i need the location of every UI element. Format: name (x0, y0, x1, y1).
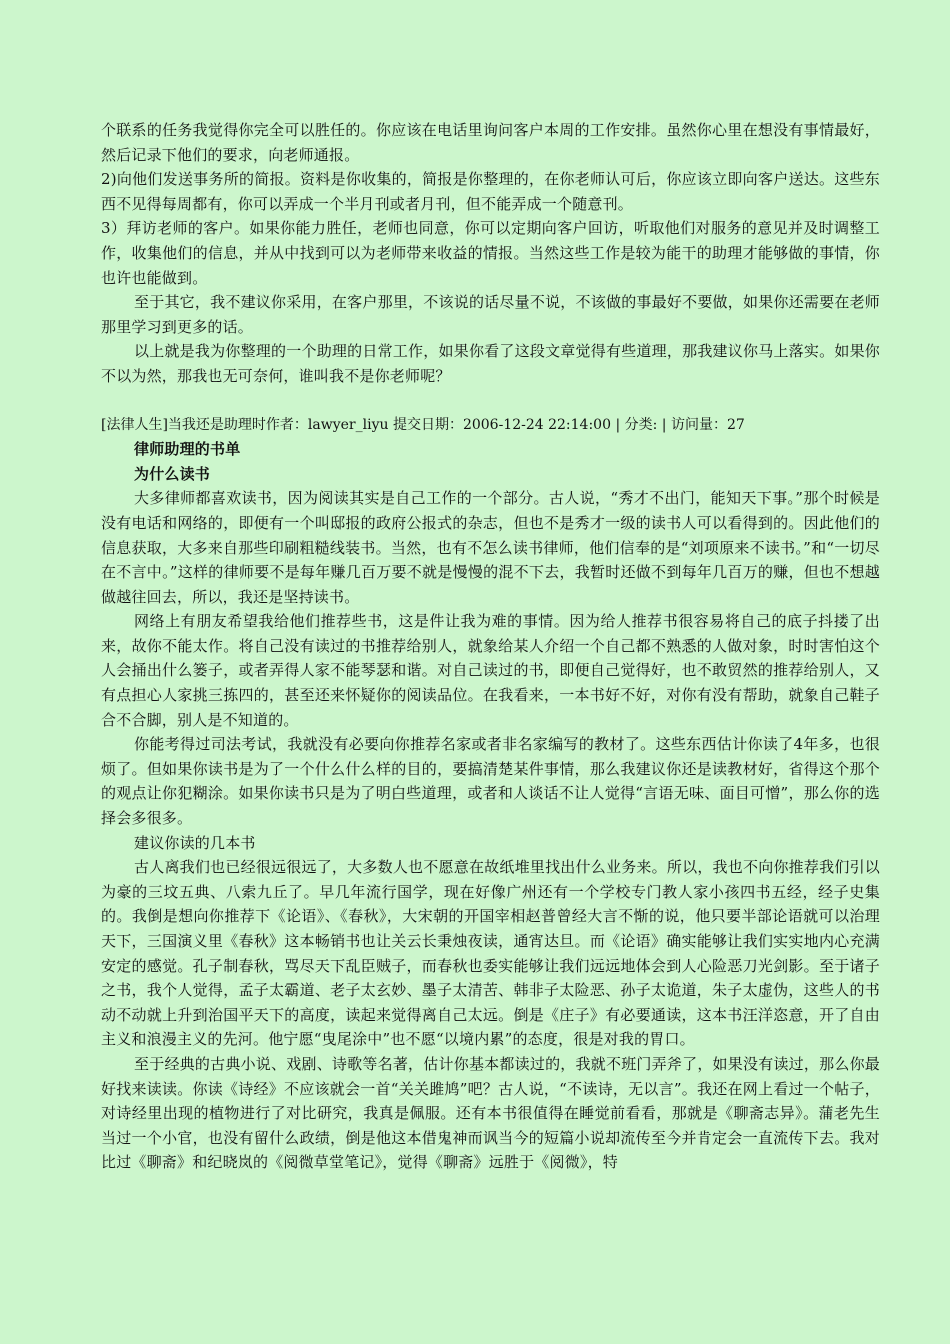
body-paragraph: 大多律师都喜欢读书，因为阅读其实是自己工作的一个部分。古人说，“秀才不出门，能知天下事。”那个时候是没有电话和网络的，即便有一个叫邸报的政府公报式的杂志，但也不是秀才一级的读书人可以看得到的。因此他们的信息获取，大多来自那些印刷粗糙线装书。当然，也有不怎么读书律师，他们信奉的是“刘项原来不读书。”和“一切尽在不言中。”这样的律师要不是每年赚几百万要不就是慢慢的混不下去，我暂时还做不到每年几百万的赚，但也不想越做越往回去，所以，我还是坚持读书。 (101, 489, 880, 606)
body-paragraph: 你能考得过司法考试，我就没有必要向你推荐名家或者非名家编写的教材了。这些东西估计你读了4年多，也很烦了。但如果你读书是为了一个什么什么样的目的，要搞清楚某件事情，那么我建议你还是读教材好，省得这个那个的观点让你犯糊涂。如果你读书只是为了明白些道理，或者和人谈话不让人觉得“言语无味、面目可憎”，那么你的选择会多很多。 (101, 735, 880, 828)
article-title: 律师助理的书单 (134, 440, 241, 459)
body-paragraph: 至于经典的古典小说、戏剧、诗歌等名著，估计你基本都读过的，我就不班门弄斧了，如果没有读过，那么你最好找来读读。你读《诗经》不应该就会一首“关关雎鸠”吧？古人说，“不读诗，无以言”。我还在网上看过一个帖子，对诗经里出现的植物进行了对比研究，我真是佩服。还有本书很值得在睡觉前看看，那就是《聊斋志异》。蒲老先生当过一个小官，也没有留什么政绩，倒是他这本借鬼神而讽当今的短篇小说却流传至今并肯定会一直流传下去。我对比过《聊斋》和纪晓岚的《阅微草堂笔记》，觉得《聊斋》远胜于《阅微》，特 (101, 1054, 880, 1172)
document-body (101, 118, 880, 1175)
post-meta-line: [法律人生]当我还是助理时作者：lawyer_liyu 提交日期：2006-12-24 22:14:00 | 分类: | 访问量：27 (101, 416, 745, 433)
body-paragraph: 3）拜访老师的客户。如果你能力胜任，老师也同意，你可以定期向客户回访，听取他们对服务的意见并及时调整工作，收集他们的信息，并从中找到可以为老师带来收益的情报。当然这些工作是较为能干的助理才能够做的事情，你也许也能做到。 (101, 219, 880, 287)
subsection-title: 建议你读的几本书 (134, 833, 256, 852)
body-paragraph: 2)向他们发送事务所的简报。资料是你收集的，简报是你整理的，在你老师认可后，你应该立即向客户送达。这些东西不见得每周都有，你可以弄成一个半月刊或者月刊，但不能弄成一个随意刊。 (101, 170, 880, 213)
body-paragraph: 古人离我们也已经很远很远了，大多数人也不愿意在故纸堆里找出什么业务来。所以，我也不向你推荐我们引以为豪的三坟五典、八索九丘了。早几年流行国学，现在好像广州还有一个学校专门教人家小孩四书五经，经子史集的。我倒是想向你推荐下《论语》、《春秋》，大宋朝的开国宰相赵普曾经大言不惭的说，他只要半部论语就可以治理天下，三国演义里《春秋》这本畅销书也让关云长秉烛夜读，通宵达旦。而《论语》确实能够让我们实实地内心充满安定的感觉。孔子制春秋，骂尽天下乱臣贼子，而春秋也委实能够让我们远远地体会到人心险恶刀光剑影。至于诸子之书，我个人觉得，孟子太霸道、老子太玄妙、墨子太清苦、韩非子太险恶、孙子太诡道，朱子太虚伪，这些人的书动不动就上升到治国平天下的高度，读起来觉得离自己太远。倒是《庄子》有必要通读，这本书汪洋恣意，开了自由主义和浪漫主义的先河。他宁愿“曳尾涂中”也不愿“以境内累”的态度，很是对我的胃口。 (101, 858, 880, 1049)
body-paragraph: 至于其它，我不建议你采用，在客户那里，不该说的话尽量不说，不该做的事最好不要做，如果你还需要在老师那里学习到更多的话。 (101, 293, 880, 336)
body-paragraph: 以上就是我为你整理的一个助理的日常工作，如果你看了这段文章觉得有些道理，那我建议你马上落实。如果你不以为然，那我也无可奈何，谁叫我不是你老师呢？ (101, 342, 880, 385)
section-title: 为什么读书 (134, 464, 211, 483)
body-paragraph: 网络上有朋友希望我给他们推荐些书，这是件让我为难的事情。因为给人推荐书很容易将自己的底子抖搂了出来，故你不能太作。将自己没有读过的书推荐给别人，就象给某人介绍一个自己都不熟悉的人做对象，时时害怕这个人会捅出什么篓子，或者弄得人家不能琴瑟和谐。对自己读过的书，即便自己觉得好，也不敢贸然的推荐给别人，又有点担心人家挑三拣四的，甚至还来怀疑你的阅读品位。在我看来，一本书好不好，对你有没有帮助，就象自己鞋子合不合脚，别人是不知道的。 (101, 612, 880, 729)
body-paragraph: 个联系的任务我觉得你完全可以胜任的。你应该在电话里询问客户本周的工作安排。虽然你心里在想没有事情最好，然后记录下他们的要求，向老师通报。 (101, 121, 880, 164)
